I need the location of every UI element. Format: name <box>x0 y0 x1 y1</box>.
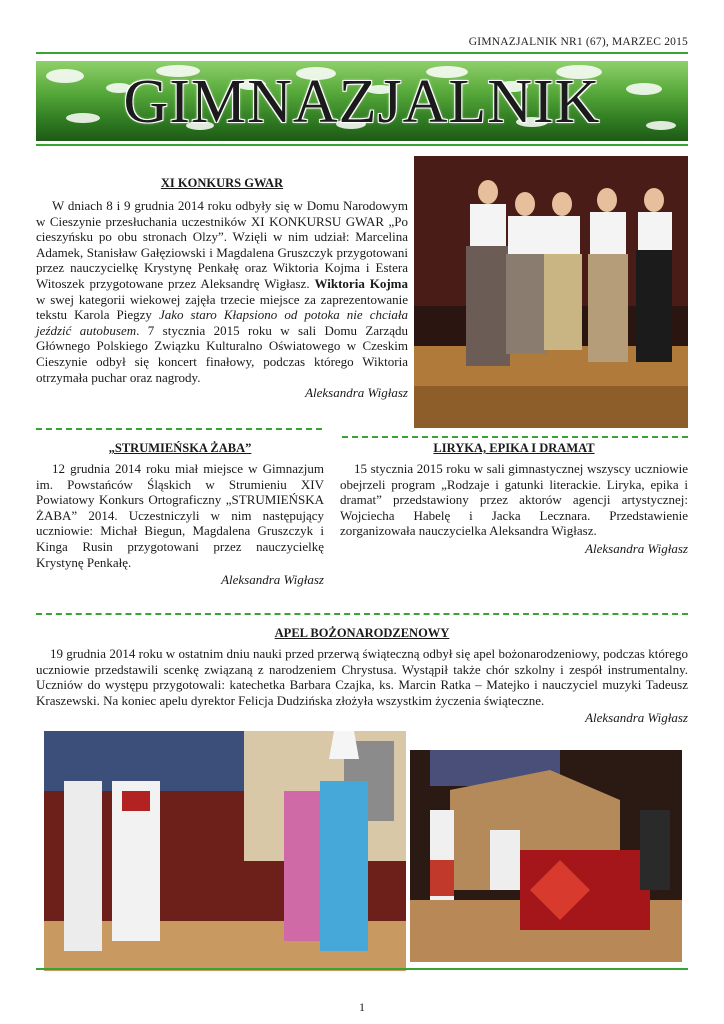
banner-rule <box>36 144 688 146</box>
article-body: 12 grudnia 2014 roku miał miejsce w Gimnazjum im. Powstańców Śląskich w Strumieniu XIV Powiatowy Konkurs Ortograficzny „STRUMIEŃSKA ŻABA” 2014. Uczestniczyli w nim następujący uczniowie: Michał Biegun, Magdalena Gruszczyk i Kinga Rusin przygotowani przez nauczycielkę Krystynę Penkałę. <box>36 461 324 570</box>
nativity-stage-image <box>410 750 682 962</box>
article-author: Aleksandra Wigłasz <box>305 385 408 401</box>
photo-folk-costumes <box>414 156 688 428</box>
article-author: Aleksandra Wigłasz <box>221 572 324 588</box>
article-body: 15 stycznia 2015 roku w sali gimnastycznej wszyscy uczniowie obejrzeli program „Rodzaje i gatunki literackie. Liryka, epika i dramat” przedstawiony przez aktorów agencji artystycznej: Wojciecha Habelę i Jacka Lecznara. Przedstawienie zorganizowała nauczycielka Aleksandra Wigłasz. <box>340 461 688 539</box>
divider-right <box>342 436 688 438</box>
photo-nativity-kings <box>44 731 406 971</box>
divider-full <box>36 613 688 615</box>
photo-nativity-stage <box>410 750 682 962</box>
bottom-rule <box>36 968 688 970</box>
article-author: Aleksandra Wigłasz <box>585 540 688 556</box>
page-number: 1 <box>359 1000 365 1014</box>
article-liryka-epika-dramat <box>340 441 688 557</box>
article-body: 19 grudnia 2014 roku w ostatnim dniu nauki przed przerwą świąteczną odbył się apel bożonarodzeniowy, podczas którego uczniowie przedstawili scenkę związaną z narodzeniem Chrystusa. Wystąpił także chór szkolny i zespół instrumentalny. Uczniów do występu przygotowali: katechetka Barbara Czajka, ks. Marcin Ratka – Matejko i nauczyciel muzyki Tadeusz Kraszewski. Na koniec apelu dyrektor Felicja Dudzińska złożyła wszystkim życzenia świąteczne. <box>36 646 688 708</box>
article-apel-bozonarodzeniowy <box>36 626 688 726</box>
article-author: Aleksandra Wigłasz <box>585 710 688 726</box>
nativity-scene-kings-image <box>44 731 406 971</box>
folk-costume-performers-image <box>414 156 688 428</box>
article-konkurs-gwar <box>36 176 408 401</box>
article-title: „STRUMIEŃSKA ŻABA” <box>108 441 252 455</box>
divider-left <box>36 428 322 430</box>
article-strumienska-zaba <box>36 441 324 588</box>
article-title: LIRYKA, EPIKA I DRAMAT <box>433 441 595 455</box>
article-title: APEL BOŻONARODZENOWY <box>274 626 450 640</box>
article-title: XI KONKURS GWAR <box>160 176 284 190</box>
masthead-banner <box>36 61 688 141</box>
issue-header: GIMNAZJALNIK NR1 (67), MARZEC 2015 <box>468 36 688 48</box>
masthead-title: GIMNAZJALNIK <box>123 68 601 136</box>
article-body: W dniach 8 i 9 grudnia 2014 roku odbyły się w Domu Narodowym w Cieszynie przesłuchania uczestników XI KONKURSU GWAR „Po cieszyńsku po obu stronach Olzy”. Wzięli w nim udział: Marcelina Adamek, Stanisław Gałęziowski i Magdalena Gruszczyk przygotowani przez nauczycielkę Krystynę Penkałę oraz Wiktoria Kojma i Estera Witoszek przygotowane przez Aleksandrę Wigłasz. Wiktoria Kojma w swej kategorii wiekowej zajęła trzecie miejsce za zaprezentowanie tekstu Karola Piegzy Jako staro Kłapsiono od potoka nie chciała jeździć autobusem. 7 stycznia 2015 roku w sali Domu Zarządu Głównego Polskiego Związku Kulturalno Oświatowego w Czeskim Cieszynie odbył się koncert finałowy, podczas którego Wiktoria otrzymała puchar oraz nagrody. <box>36 198 409 385</box>
top-rule <box>36 52 688 54</box>
